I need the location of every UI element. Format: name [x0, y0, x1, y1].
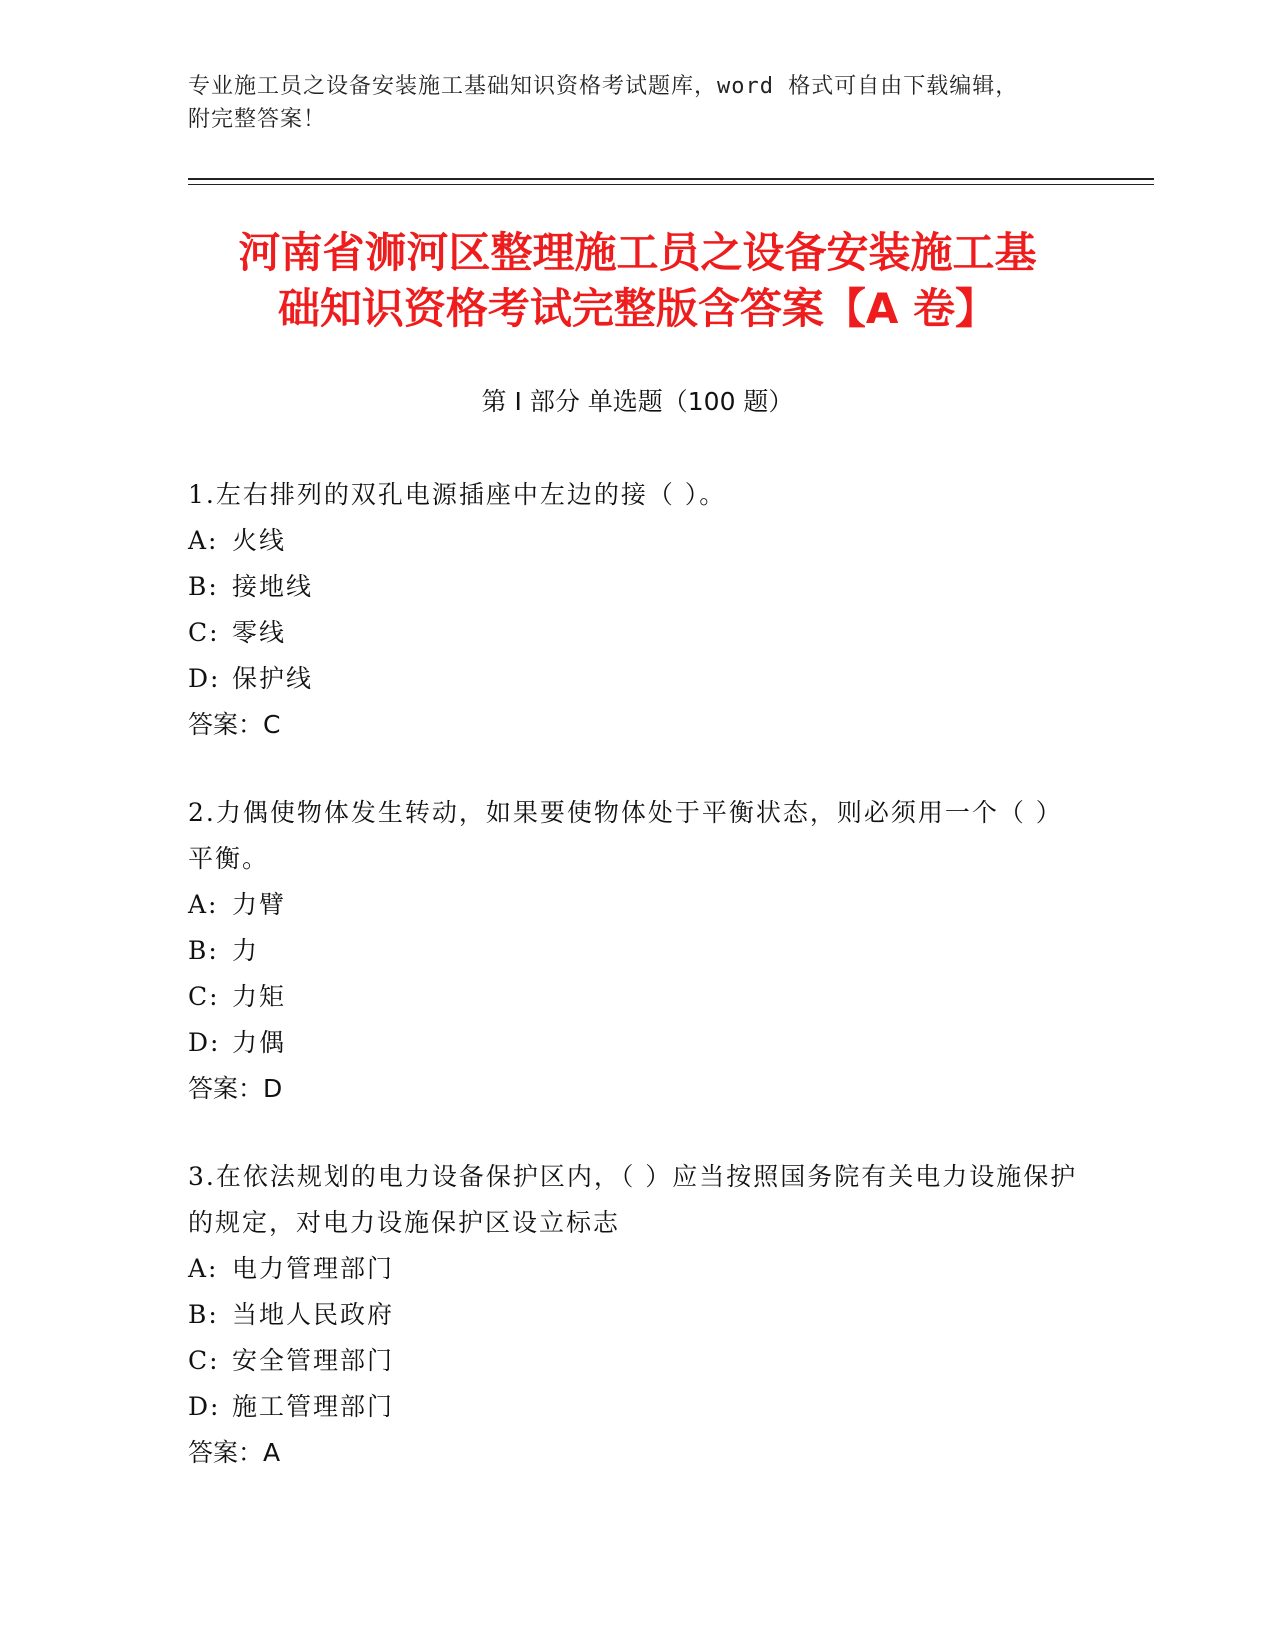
option-letter: C: — [188, 982, 220, 1011]
option-b — [188, 1292, 1088, 1338]
option-text: 电力管理部门 — [232, 1254, 395, 1283]
question-1 — [188, 472, 1088, 748]
option-c — [188, 974, 1088, 1020]
answer-line: 答案：C — [188, 710, 281, 739]
option-letter: A: — [188, 1254, 219, 1283]
option-a — [188, 882, 1088, 928]
option-letter: A: — [188, 526, 219, 555]
option-letter: D: — [188, 1392, 221, 1421]
answer-line: 答案：D — [188, 1074, 283, 1103]
question-2 — [188, 790, 1088, 1112]
option-text: 力矩 — [232, 982, 287, 1011]
option-text: 力偶 — [232, 1028, 287, 1057]
option-text: 力臂 — [232, 890, 287, 919]
header-rule-thin — [188, 184, 1154, 185]
document-title — [170, 225, 1105, 337]
option-letter: B: — [188, 1300, 219, 1329]
option-text: 火线 — [232, 526, 287, 555]
option-b — [188, 928, 1088, 974]
option-d — [188, 1020, 1088, 1066]
option-letter: D: — [188, 664, 221, 693]
option-letter: D: — [188, 1028, 221, 1057]
option-text: 当地人民政府 — [232, 1300, 395, 1329]
question-stem: 3.在依法规划的电力设备保护区内，（ ）应当按照国务院有关电力设施保护的规定，对电力设施保护区设立标志 — [188, 1162, 1078, 1237]
option-d — [188, 1384, 1088, 1430]
option-letter: B: — [188, 936, 219, 965]
option-text: 零线 — [232, 618, 287, 647]
option-letter: B: — [188, 572, 219, 601]
option-text: 保护线 — [232, 664, 314, 693]
option-c — [188, 1338, 1088, 1384]
section-title: 第 I 部分 单选题（100 题） — [481, 387, 794, 416]
option-text: 安全管理部门 — [232, 1346, 395, 1375]
header-note-line-2: 附完整答案！ — [188, 107, 327, 132]
option-c — [188, 610, 1088, 656]
option-letter: C: — [188, 1346, 220, 1375]
question-3 — [188, 1154, 1088, 1476]
option-a — [188, 518, 1088, 564]
option-d — [188, 656, 1088, 702]
option-text: 力 — [232, 936, 260, 965]
header-note-line-1: 专业施工员之设备安装施工基础知识资格考试题库，word 格式可自由下载编辑， — [188, 74, 1019, 99]
option-a — [188, 1246, 1088, 1292]
document-title-line-2: 础知识资格考试完整版含答案【A 卷】 — [277, 284, 998, 333]
option-letter: C: — [188, 618, 220, 647]
question-stem: 1.左右排列的双孔电源插座中左边的接（ ）。 — [188, 480, 727, 509]
header-note — [188, 70, 1088, 136]
option-b — [188, 564, 1088, 610]
answer-line: 答案：A — [188, 1438, 281, 1467]
header-rule-thick — [188, 178, 1154, 180]
document-title-line-1: 河南省浉河区整理施工员之设备安装施工基 — [238, 228, 1037, 277]
question-stem: 2.力偶使物体发生转动，如果要使物体处于平衡状态，则必须用一个（ ）平衡。 — [188, 798, 1063, 873]
option-text: 施工管理部门 — [232, 1392, 395, 1421]
option-text: 接地线 — [232, 572, 314, 601]
option-letter: A: — [188, 890, 219, 919]
